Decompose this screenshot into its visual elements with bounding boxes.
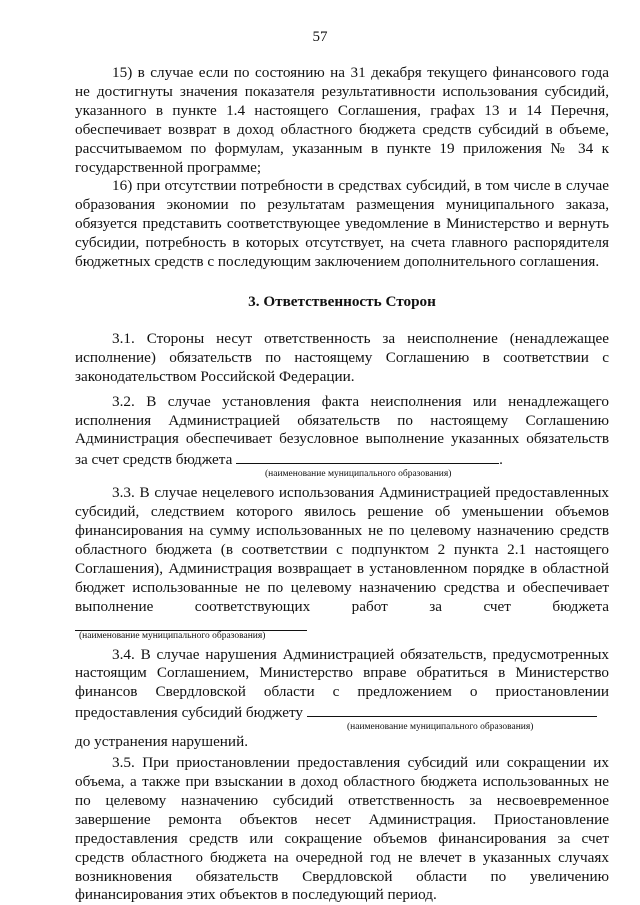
caption-municipality-1: (наименование муниципального образования) — [265, 469, 452, 480]
paragraph-3-1: 3.1. Стороны несут ответственность за неисполнение (ненадлежащее исполнение) обязательств по настоящему Соглашению в соответствии с законодательством Российской Федерации. — [75, 329, 609, 385]
caption-municipality-2: (наименование муниципального образования) — [79, 630, 266, 641]
paragraph-3-2-text: 3.2. В случае установления факта неисполнения или ненадлежащего исполнения Администрацией обязательств по настоящему Соглашению Администрация обеспечивает безусловное выполнение указанных обязательств за счет средств бюджета — [75, 392, 609, 469]
paragraph-3-5: 3.5. При приостановлении предоставления субсидий или сокращении их объема, а также при взыскании в доход областного бюджета использованных не по целевому назначению субсидий ответственность за несвоевременное завершение ремонта объектов несет Администрация. Приостановление предоставления средств или сокращение объемов финансирования за счет средств областного бюджета на очередной год не влечет в указанных случаях возникновения обязательств Свердловской области по увеличению финансирования этих объектов в последующий период. — [75, 754, 609, 904]
caption-municipality-3: (наименование муниципального образования) — [347, 722, 534, 733]
municipality-blank-3 — [307, 702, 597, 717]
document-body — [75, 64, 609, 905]
section-title: 3. Ответственность Сторон — [248, 292, 436, 310]
municipality-blank-2 — [75, 617, 307, 631]
paragraph-3-4 — [75, 646, 609, 724]
paragraph-16: 16) при отсутствии потребности в средствах субсидий, в том числе в случае образования экономии по результатам размещения муниципального заказа, обязуется представить соответствующее уведомление в Министерство и вернуть субсидии, потребность в которых отсутствует, на счета главного распорядителя бюджетных средств с последующим заключением дополнительного соглашения. — [75, 177, 609, 271]
paragraph-3-2 — [75, 393, 609, 471]
paragraph-3-4-end: до устранения нарушений. — [75, 733, 248, 751]
paragraph-3-2-end: . — [499, 451, 503, 469]
paragraph-3-4-text: 3.4. В случае нарушения Администрацией обязательств, предусмотренных настоящим Соглашением, Министерство вправе обратиться в Министерство финансов Свердловской области с предложением о приостановлении предоставления субсидий бюджету — [75, 645, 609, 722]
paragraph-3-3: 3.3. В случае нецелевого использования Администрацией предоставленных субсидий, следствием которого явилось решение об уменьшении объемов финансирования на сумму использованных не по целевому назначению средств областного бюджета (в соответствии с подпунктом 2 пункта 2.1 настоящего Соглашения), Администрация возвращает в установленном порядке в областной бюджет использованные не по целевому назначению средства и обеспечивает выполнение соответствующих работ за счет бюджета — [75, 484, 609, 615]
page-number: 57 — [312, 29, 328, 45]
municipality-blank-1 — [236, 449, 499, 464]
paragraph-15: 15) в случае если по состоянию на 31 декабря текущего финансового года не достигнуты значения показателя результативности использования субсидий, указанного в пункте 1.4 настоящего Соглашения, графах 13 и 14 Перечня, обеспечивает возврат в доход областного бюджета средств субсидий в объеме, рассчитываемом по формулам, указанным в пункте 19 приложения № 34 к государственной программе; — [75, 64, 609, 176]
